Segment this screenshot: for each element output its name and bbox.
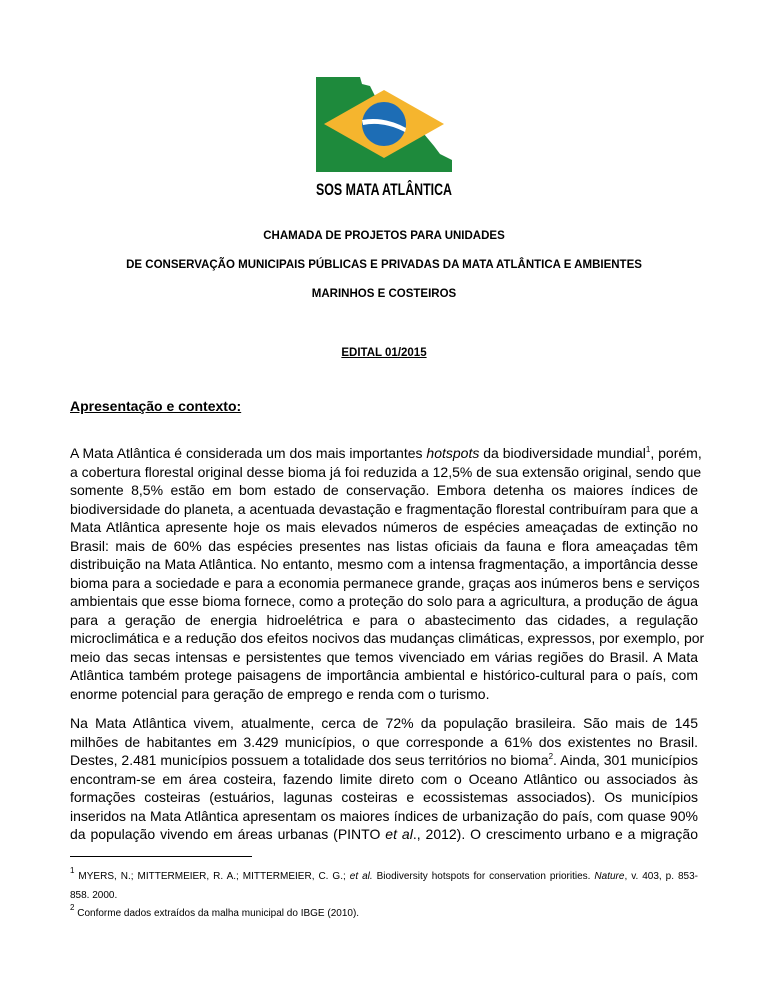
italic-text: et al <box>385 826 413 842</box>
text-line: enorme potencial para geração de emprego e renda com o turismo. <box>70 685 490 702</box>
text-line: a cobertura florestal original desse bioma já foi reduzida a 12,5% de sua extensão original, sendo que <box>70 463 702 480</box>
text-line: inseridos na Mata Atlântica apresentam os maiores índices de urbanização do país, com quase 90% <box>70 807 698 824</box>
text-line: $^1$ MYERS, N.; MITTERMEIER, R. A.; MITTERMEIER, C. G.; et al. Biodiversity hotspots for conservation priorities. Nature, v. 403, p. 853- <box>70 866 698 882</box>
section-title: Apresentação e contexto: <box>70 398 242 414</box>
footnote-mark: 1 <box>645 445 651 454</box>
text-line: $^2$ Conforme dados extraídos da malha municipal do IBGE (2010). <box>70 903 360 919</box>
svg-text:SOS MATA ATLÂNTICA: SOS MATA ATLÂNTICA <box>316 180 452 199</box>
footnote-mark: 1 <box>70 866 75 875</box>
text-line: A Mata Atlântica é considerada um dos mais importantes hotspots da biodiversidade mundial$^1$, porém, <box>70 445 702 461</box>
edital-wrap <box>0 347 768 359</box>
footnote-mark: 2 <box>70 903 75 912</box>
text-line: distribuição na Mata Atlântica. No entanto, mesmo com a intensa fragmentação, a importância desse <box>70 556 698 572</box>
text-line: Na Mata Atlântica vivem, atualmente, cerca de 72% da população brasileira. São mais de 145 <box>70 715 698 731</box>
text-line: biodiversidade do planeta, a acentuada devastação e fragmentação florestal contribuíram para que a <box>70 500 698 517</box>
italic-text: Nature <box>594 871 625 882</box>
text-line: Atlântica também protege paisagens de importância ambiental e histórico-cultural para o país, com <box>70 667 698 683</box>
title-line-3: MARINHOS E COSTEIROS <box>311 288 457 300</box>
text-line: 858. 2000. <box>70 889 118 901</box>
italic-text: hotspots <box>426 445 480 461</box>
paragraph-1 <box>70 444 705 703</box>
text-line: ambientais que esse bioma fornece, como a proteção do solo para a agricultura, a produção de água <box>70 593 698 609</box>
footnote-1 <box>70 868 698 905</box>
text-line: encontram-se em área costeira, fazendo limite direto com o Oceano Atlântico ou associados às <box>70 770 698 787</box>
footnote-mark: 2 <box>548 752 554 761</box>
text-line: bioma para a sociedade e para a economia permanece grande, graças aos inúmeros bens e serviços <box>70 574 700 591</box>
footnote-2 <box>70 905 698 924</box>
title-line-2: DE CONSERVAÇÃO MUNICIPAIS PÚBLICAS E PRIVADAS DA MATA ATLÂNTICA E AMBIENTES <box>126 259 642 271</box>
text-line: microclimática e a redução dos efeitos nocivos das mudanças climáticas, expressos, por exemplo, por <box>70 630 705 646</box>
text-line: da população vivendo em áreas urbanas (PINTO et al., 2012). O crescimento urbano e a migração <box>70 826 698 842</box>
edital-number: EDITAL 01/2015 <box>341 347 427 359</box>
footnote-divider <box>70 856 252 857</box>
text-line: Destes, 2.481 municípios possuem a totalidade dos seus territórios no bioma$^2$. Ainda, 301 municípios <box>70 752 698 768</box>
text-line: milhões de habitantes em 3.429 municípios, o que corresponde a 61% dos existentes no Brasil. <box>70 733 698 750</box>
text-line: somente 8,5% estão em bom estado de conservação. Embora detenha os maiores índices de <box>70 482 698 498</box>
paragraph-2 <box>70 714 698 844</box>
title-line-1: CHAMADA DE PROJETOS PARA UNIDADES <box>263 230 505 242</box>
text-line: formações costeiras (estuários, lagunas costeiras e ecossistemas associados). Os municípios <box>70 789 698 805</box>
sos-mata-atlantica-logo <box>312 74 456 198</box>
text-line: meio das secas intensas e persistentes que temos vivenciado em várias regiões do Brasil. A Mata <box>70 648 698 665</box>
text-line: Brasil: mais de 60% das espécies presentes nas listas oficiais da fauna e flora ameaçadas têm <box>70 537 698 554</box>
text-line: Mata Atlântica apresente hoje os mais elevados números de espécies ameaçadas de extinção no <box>70 519 698 535</box>
italic-text: et al. <box>349 871 373 882</box>
text-line: para a geração de energia hidroelétrica e para o abastecimento das cidades, a regulação <box>70 611 698 628</box>
